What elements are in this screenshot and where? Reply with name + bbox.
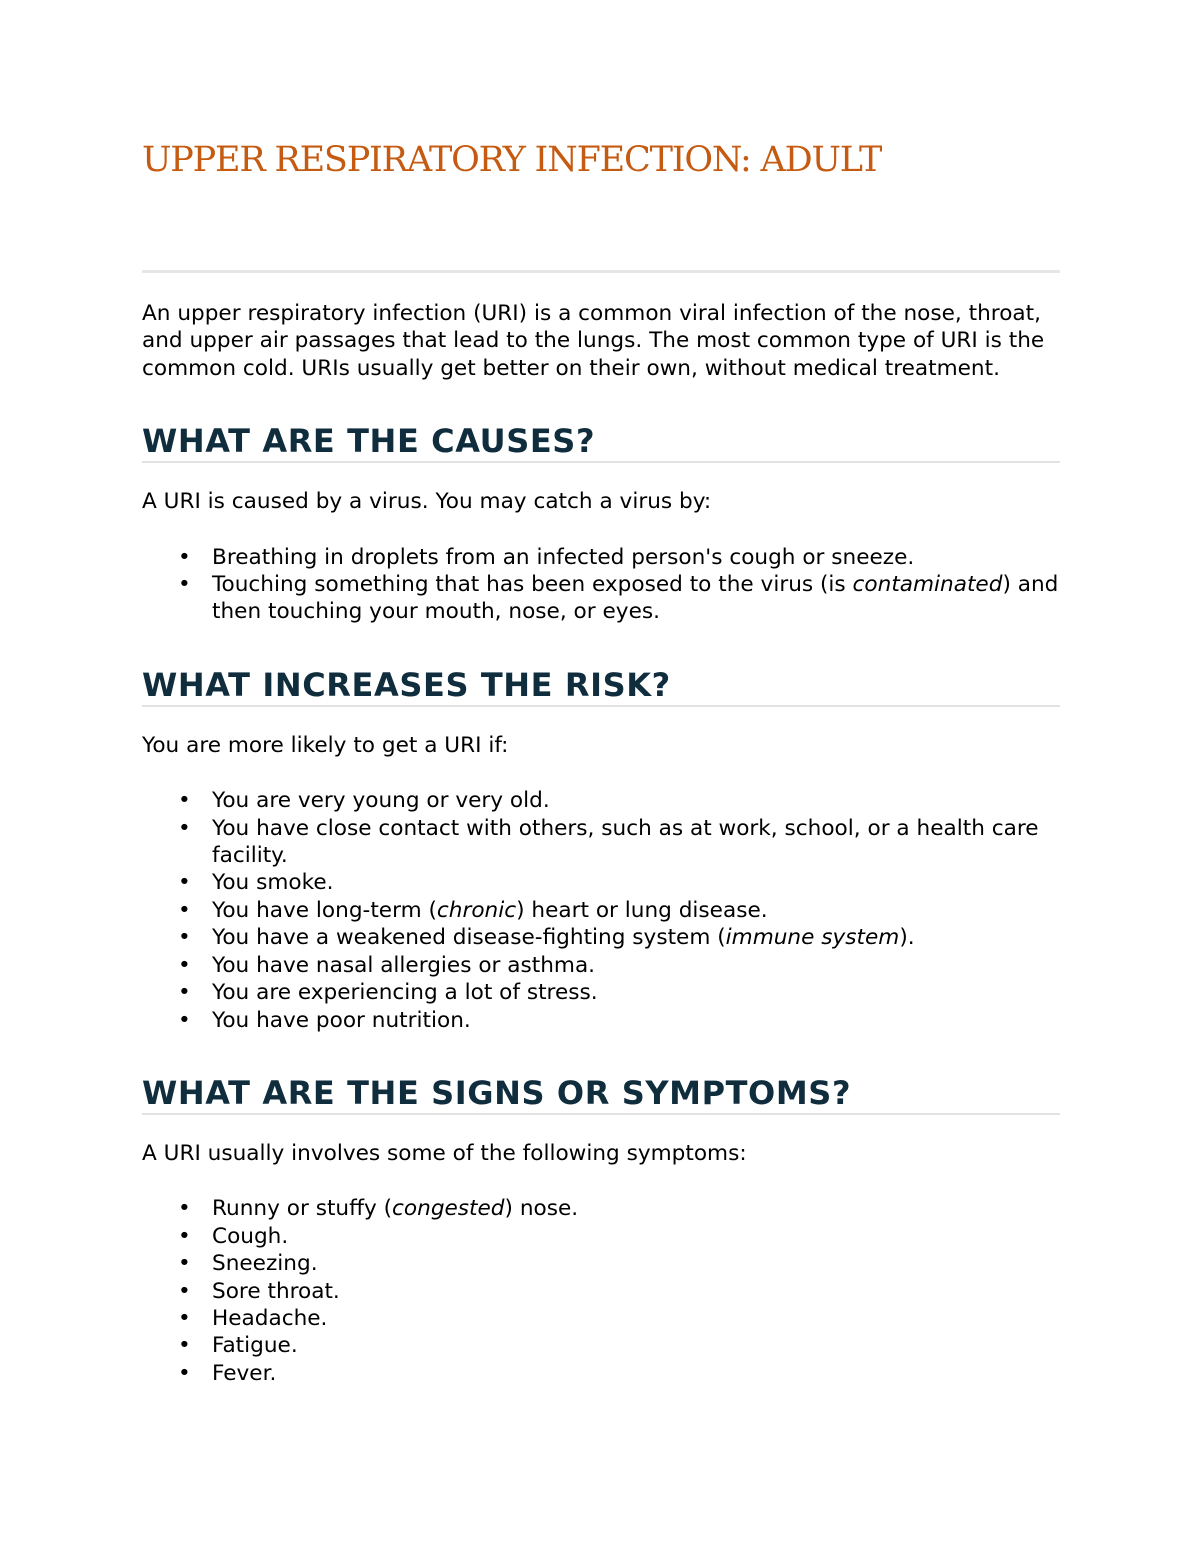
list-item [142, 1250, 1060, 1277]
list-item-text: Headache. [212, 1305, 328, 1331]
list-item-text: Cough. [212, 1223, 289, 1249]
document-body [142, 300, 1060, 1387]
bullet-icon: • [178, 1360, 191, 1386]
list-item-text: ) heart or lung disease. [516, 897, 768, 923]
list-item [142, 979, 1060, 1006]
list-item-text: You have nasal allergies or asthma. [212, 952, 596, 978]
list-item-term: contaminated [852, 572, 1003, 598]
bullet-icon: • [178, 1223, 191, 1249]
bullet-icon: • [178, 870, 191, 896]
section-risk [142, 665, 1060, 1034]
bullet-icon: • [178, 925, 191, 951]
list-item-text: You have poor nutrition. [212, 1007, 471, 1033]
list-item-text: You have close contact with others, such as at work, school, or a health care facility. [212, 815, 1039, 869]
list-item-text: Sneezing. [212, 1251, 318, 1277]
list-item [142, 815, 1060, 870]
section-heading-symptoms: WHAT ARE THE SIGNS OR SYMPTOMS? [142, 1073, 1060, 1115]
bullet-icon: • [178, 1305, 191, 1331]
section-causes [142, 421, 1060, 626]
risk-list [142, 787, 1060, 1034]
list-item-text: Runny or stuffy ( [212, 1196, 393, 1222]
list-item-text: Sore throat. [212, 1278, 340, 1304]
list-item [142, 869, 1060, 896]
list-item-text: ) and then touching your mouth, nose, or eyes. [212, 572, 1059, 625]
list-item-text: Fatigue. [212, 1333, 298, 1359]
causes-lead-text: A URI is caused by a virus. You may catch a virus by: [142, 489, 712, 515]
list-item-term: congested [392, 1196, 505, 1222]
bullet-icon: • [178, 1333, 191, 1359]
bullet-icon: • [178, 1251, 191, 1277]
list-item-text: You smoke. [212, 870, 334, 896]
list-item [142, 1007, 1060, 1034]
list-item-text: You have long-term ( [212, 897, 437, 923]
list-item [142, 571, 1060, 626]
list-item [142, 1223, 1060, 1250]
section-heading-causes: WHAT ARE THE CAUSES? [142, 421, 1060, 463]
symptoms-lead-text: A URI usually involves some of the following symptoms: [142, 1140, 747, 1166]
document-title: UPPER RESPIRATORY INFECTION: ADULT [142, 140, 882, 180]
symptoms-list [142, 1195, 1060, 1387]
title-divider [142, 270, 1060, 273]
causes-list [142, 544, 1060, 626]
bullet-icon: • [178, 1007, 191, 1033]
list-item [142, 787, 1060, 814]
list-item [142, 1360, 1060, 1387]
list-item [142, 924, 1060, 951]
list-item [142, 897, 1060, 924]
section-symptoms [142, 1073, 1060, 1387]
bullet-icon: • [178, 1196, 191, 1222]
bullet-icon: • [178, 544, 191, 570]
list-item [142, 1278, 1060, 1305]
list-item-text: You have a weakened disease-fighting system ( [212, 925, 726, 951]
bullet-icon: • [178, 815, 191, 841]
bullet-icon: • [178, 980, 191, 1006]
bullet-icon: • [178, 1278, 191, 1304]
list-item [142, 952, 1060, 979]
list-item [142, 1332, 1060, 1359]
list-item-term: immune system [725, 925, 900, 951]
list-item-text: You are experiencing a lot of stress. [212, 980, 598, 1006]
list-item-text: ) nose. [504, 1196, 579, 1222]
list-item [142, 1305, 1060, 1332]
bullet-icon: • [178, 952, 191, 978]
risk-lead-text: You are more likely to get a URI if: [142, 732, 509, 758]
bullet-icon: • [178, 572, 191, 598]
list-item [142, 544, 1060, 571]
list-item [142, 1195, 1060, 1222]
bullet-icon: • [178, 897, 191, 923]
intro-paragraph: An upper respiratory infection (URI) is a common viral infection of the nose, throat, and upper air passages that lead to the lungs. The most common type of URI is the common cold. URIs usually get better on their own, without medical treatment. [142, 301, 1045, 381]
list-item-text: Breathing in droplets from an infected person's cough or sneeze. [212, 544, 915, 570]
list-item-text: You are very young or very old. [212, 788, 550, 814]
section-heading-risk: WHAT INCREASES THE RISK? [142, 665, 1060, 707]
bullet-icon: • [178, 788, 191, 814]
list-item-term: chronic [436, 897, 517, 923]
list-item-text: Fever. [212, 1360, 277, 1386]
list-item-text: ). [899, 925, 915, 951]
list-item-text: Touching something that has been exposed to the virus (is [212, 572, 853, 598]
